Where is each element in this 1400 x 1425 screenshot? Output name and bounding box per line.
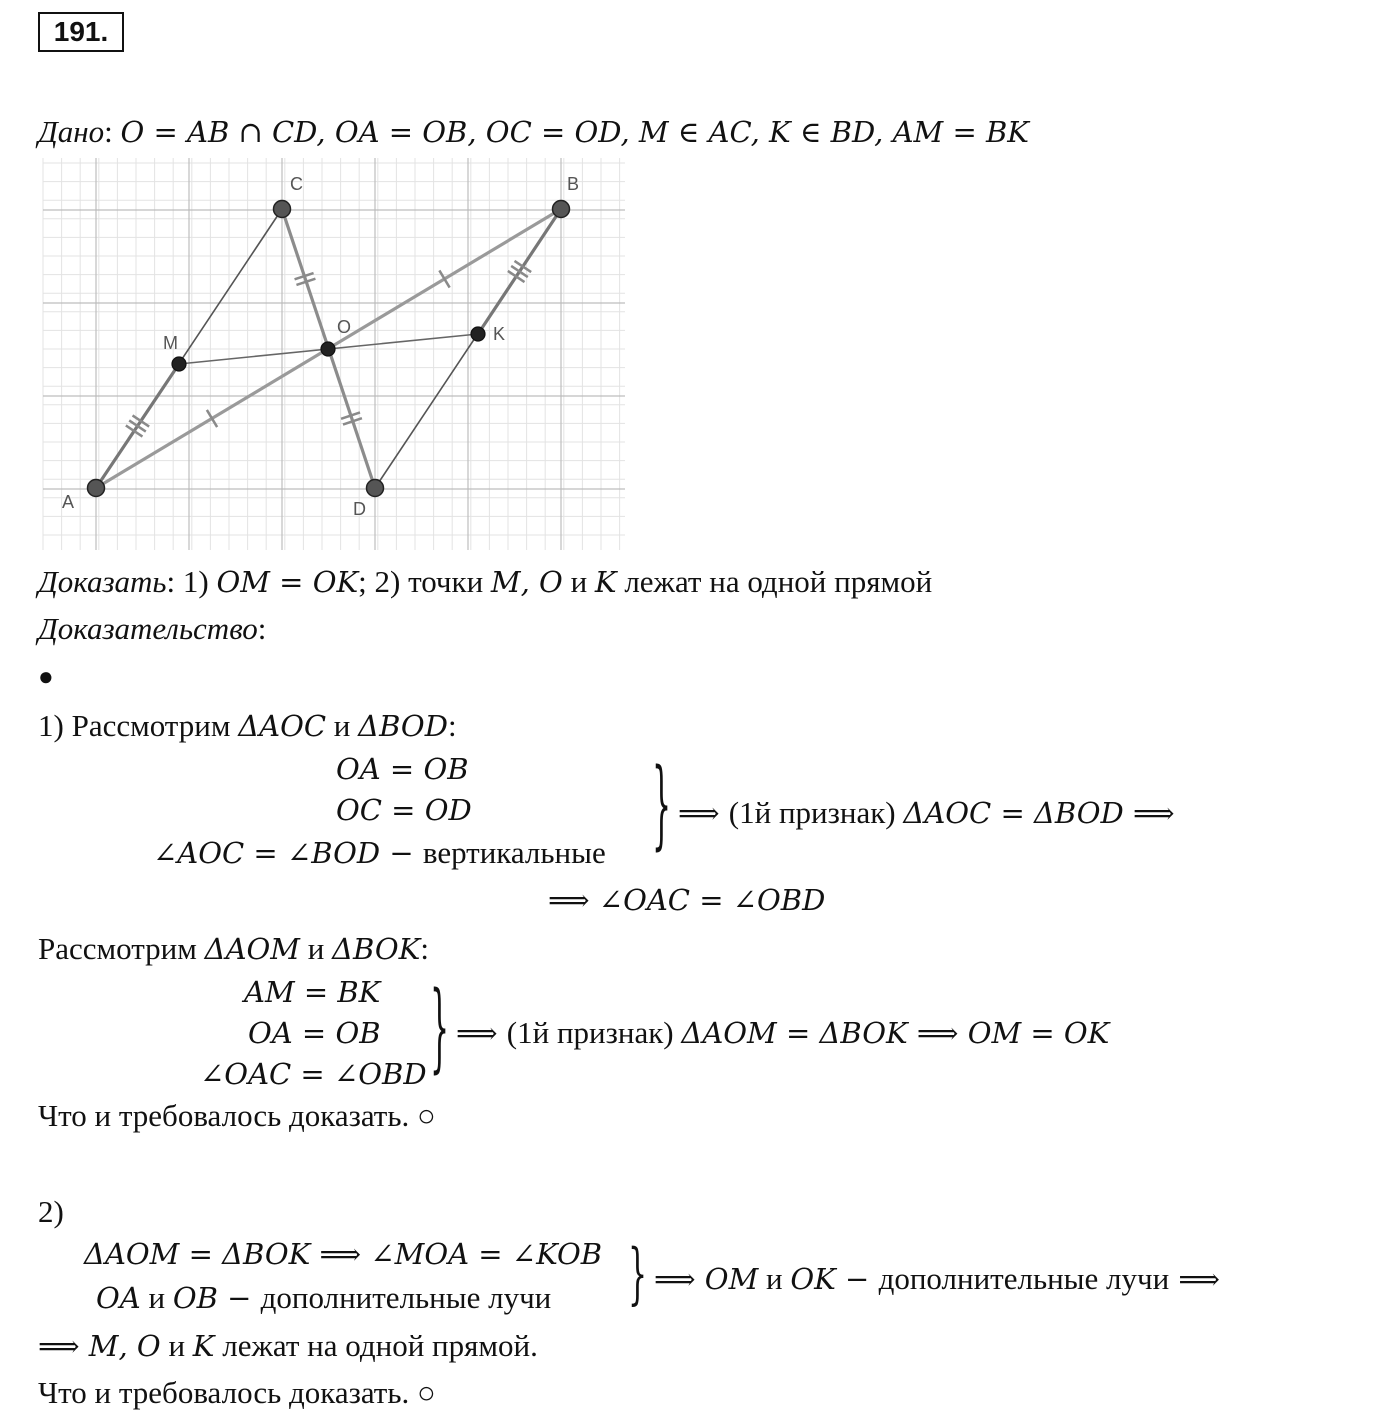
prove-label: Доказать: [38, 564, 167, 599]
ray-ok: OK: [790, 1262, 836, 1296]
sys2-line-2: OA = OB: [248, 1016, 381, 1050]
point-o: [321, 342, 335, 356]
prove-text-2: ; 2) точки: [358, 564, 491, 599]
part2-row2-dash: −: [217, 1281, 261, 1315]
sys1-sign: (1й признак): [728, 795, 904, 830]
point-label-b: B: [567, 174, 580, 194]
part1-and: и: [326, 708, 359, 743]
point-label-a: A: [62, 492, 75, 512]
proof-label: Доказательство: [38, 611, 258, 646]
proof-colon: :: [257, 611, 267, 646]
part2-arrow: ⟹: [654, 1262, 705, 1296]
point-label-o: O: [337, 317, 352, 337]
point-b: [553, 201, 570, 218]
sys1-arrow: ⟹: [678, 796, 729, 830]
triangle-bok: ΔBOK: [332, 932, 421, 966]
part2-and: и: [758, 1261, 791, 1296]
prove-text-4: лежат на одной прямой: [616, 564, 933, 599]
given-colon: :: [104, 114, 113, 149]
final-point-k: K: [192, 1329, 215, 1363]
qed-1: Что и требовалось доказать. ○: [38, 1098, 436, 1133]
sys2-equality: ΔAOM = ΔBOK ⟹ OM = OK: [681, 1016, 1110, 1050]
prove-text-1: : 1): [166, 564, 217, 599]
tick-ob: [439, 270, 449, 287]
final-and: и: [160, 1328, 193, 1363]
point-label-c: C: [290, 174, 303, 194]
prove-formula-3: K: [594, 565, 617, 599]
part2-row-1: ΔAOM = ΔBOK ⟹ ∠MOA = ∠KOB: [84, 1237, 603, 1271]
part1-intro: [38, 710, 457, 741]
angle-conclusion: ⟹ ∠OAC = ∠OBD: [548, 883, 826, 917]
triangle-aom: ΔAOM: [204, 932, 300, 966]
sys1-line-2: OC = OD: [336, 793, 472, 827]
point-k: [471, 327, 485, 341]
point-d: [367, 480, 384, 497]
point-a: [88, 480, 105, 497]
part1-intro-text: 1) Рассмотрим: [38, 708, 239, 743]
prove-formula-1: OM = OK: [216, 565, 359, 599]
sys2-line-3: ∠OAC = ∠OBD: [200, 1057, 427, 1091]
sys1-line-3: [153, 837, 606, 868]
triangle-aoc: ΔAOC: [238, 709, 327, 743]
tick-ao: [207, 410, 217, 427]
part1-intro2-and: и: [299, 931, 333, 966]
sys1-equality: ΔAOC = ΔBOD ⟹: [903, 796, 1175, 830]
point-c: [274, 201, 291, 218]
prove-formula-2: M, O: [490, 565, 563, 599]
part2-row-2: [96, 1282, 551, 1313]
part1-intro2-text: Рассмотрим: [38, 931, 205, 966]
sys1-vertical-text: вертикальные: [422, 835, 606, 870]
part2-dash: −: [835, 1262, 879, 1296]
prove-line: [38, 566, 932, 597]
point-m: [172, 357, 186, 371]
point-label-m: M: [163, 333, 178, 353]
ray-om: OM: [704, 1262, 759, 1296]
part2-row2-text: дополнительные лучи: [260, 1280, 552, 1315]
sys1-angle-eq: ∠AOC = ∠BOD −: [153, 836, 423, 870]
final-text: лежат на одной прямой.: [214, 1328, 538, 1363]
ray-oa: OA: [96, 1281, 141, 1315]
part2-rays-text: дополнительные лучи: [878, 1261, 1170, 1296]
part1-intro-2: [38, 933, 429, 964]
part1-intro2-colon: :: [420, 931, 429, 966]
grid: [43, 158, 625, 550]
bullet: ●: [38, 662, 54, 691]
ray-ob: OB: [172, 1281, 218, 1315]
prove-text-3: и: [562, 564, 595, 599]
geometry-figure: [0, 0, 640, 560]
triangle-bod: ΔBOD: [358, 709, 448, 743]
proof-heading: [38, 613, 266, 644]
point-label-k: K: [493, 324, 506, 344]
sys2-sign: (1й признак): [506, 1015, 682, 1050]
final-arrow: ⟹: [38, 1329, 89, 1363]
qed-2: Что и требовалось доказать. ○: [38, 1375, 436, 1410]
problem-number: 191.: [38, 12, 124, 52]
part2-final: [38, 1330, 538, 1361]
sys1-conclusion: [678, 797, 1175, 828]
sys2-conclusion: [456, 1017, 1109, 1048]
right-brace-2: }: [430, 973, 450, 1086]
sys1-line-1: OA = OB: [336, 752, 469, 786]
part2-arrow-end: ⟹: [1169, 1262, 1220, 1296]
part2-label: 2): [38, 1194, 64, 1229]
sys2-arrow: ⟹: [456, 1016, 507, 1050]
part2-row2-and: и: [140, 1280, 173, 1315]
given-formula: O = AB ∩ CD, OA = OB, OC = OD, M ∈ AC, K ∈ BD, AM = BK: [120, 115, 1029, 149]
sys2-line-1: AM = BK: [244, 975, 381, 1009]
point-label-d: D: [353, 499, 366, 519]
final-points-mo: M, O: [88, 1329, 161, 1363]
given-label: Дано: [38, 114, 105, 149]
part2-conclusion: [654, 1263, 1220, 1294]
part1-colon: :: [447, 708, 457, 743]
right-brace-1: }: [652, 750, 672, 863]
right-brace-3: }: [628, 1236, 648, 1314]
